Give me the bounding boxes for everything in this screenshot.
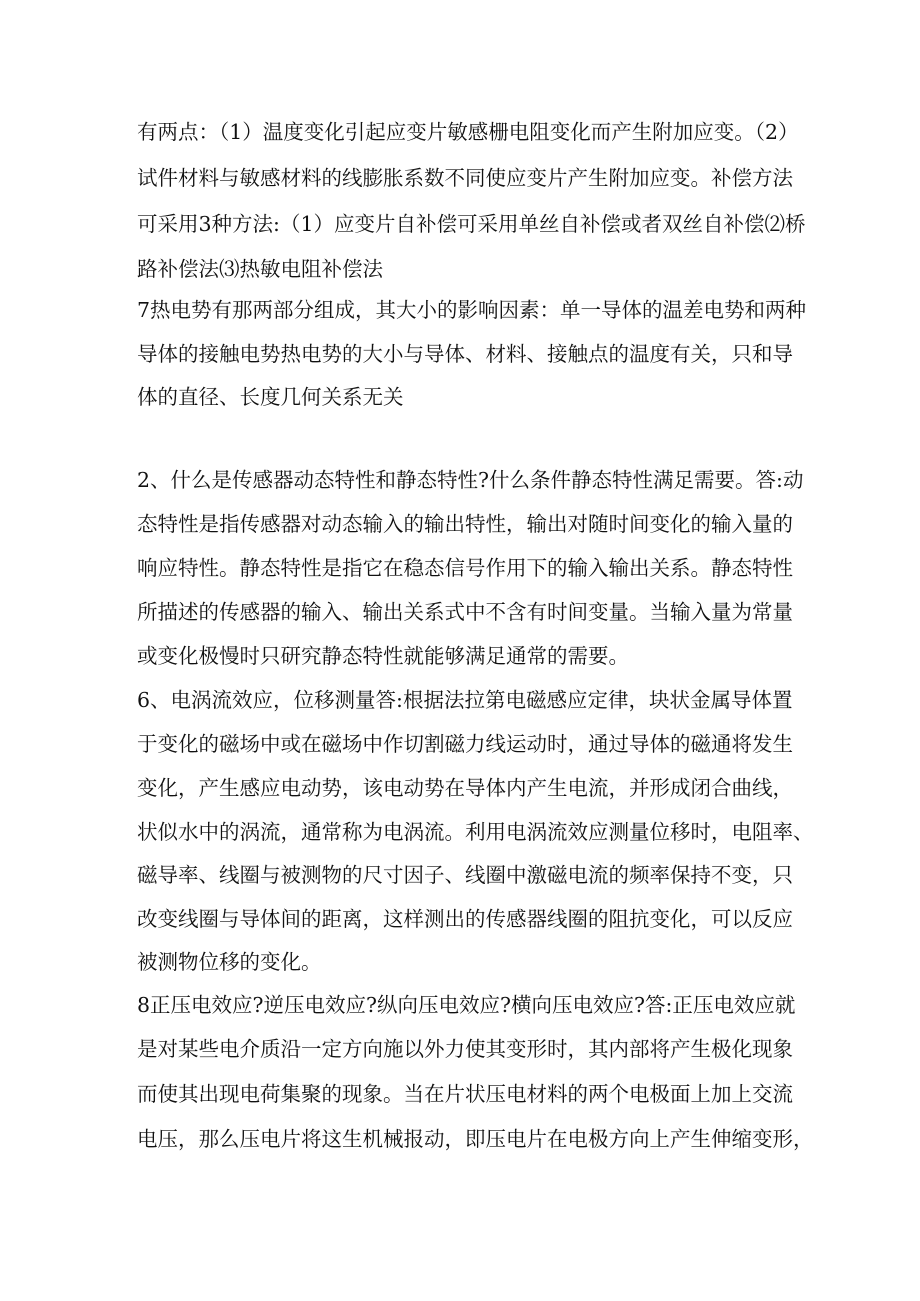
paragraph-3-line-2: 态特性是指传感器对动态输入的输出特性，输出对随时间变化的输入量的: [137, 512, 793, 536]
paragraph-1-line-3: 可采用3种方法:（1）应变片自补偿可采用单丝自补偿或者双丝自补偿⑵桥: [137, 212, 806, 236]
paragraph-3-line-5: 或变化极慢时只研究静态特性就能够满足通常的需要。: [137, 644, 629, 668]
paragraph-4-line-1: 6、电涡流效应，位移测量答:根据法拉第电磁感应定律，块状金属导体置: [137, 688, 793, 712]
paragraph-2-line-1: 7热电势有那两部分组成，其大小的影响因素：单一导体的温差电势和两种: [137, 298, 807, 322]
paragraph-2-line-3: 体的直径、长度几何关系无关: [137, 385, 404, 409]
paragraph-1-line-1: 有两点：（1）温度变化引起应变片敏感栅电阻变化而产生附加应变。（2）: [137, 120, 799, 144]
paragraph-3-line-3: 响应特性。静态特性是指它在稳态信号作用下的输入输出关系。静态特性: [137, 556, 793, 580]
paragraph-1-line-2: 试件材料与敏感材料的线膨胀系数不同使应变片产生附加应变。补偿方法: [137, 166, 793, 190]
paragraph-4-line-3: 变化，产生感应电动势，该电动势在导体内产生电流，并形成闭合曲线，: [137, 776, 793, 800]
paragraph-4-line-7: 被测物位移的变化。: [137, 950, 322, 974]
paragraph-3-line-4: 所描述的传感器的输入、输出关系式中不含有时间变量。当输入量为常量: [137, 600, 793, 624]
paragraph-4-line-4: 状似水中的涡流，通常称为电涡流。利用电涡流效应测量位移时，电阻率、: [137, 820, 814, 844]
paragraph-5-line-4: 电压，那么压电片将这生机械报动，即压电片在电极方向上产生伸缩变形，: [137, 1127, 814, 1151]
paragraph-4-line-2: 于变化的磁场中或在磁场中作切割磁力线运动时，通过导体的磁通将发生: [137, 732, 793, 756]
paragraph-4-line-6: 改变线圈与导体间的距离，这样测出的传感器线圈的阻抗变化，可以反应: [137, 907, 793, 931]
paragraph-4-line-5: 磁导率、线圈与被测物的尺寸因子、线圈中激磁电流的频率保持不变，只: [137, 863, 793, 887]
paragraph-1-line-4: 路补偿法⑶热敏电阻补偿法: [137, 257, 383, 281]
paragraph-5-line-3: 而使其出现电荷集聚的现象。当在片状压电材料的两个电极面上加上交流: [137, 1082, 793, 1106]
paragraph-5-line-2: 是对某些电介质沿一定方向施以外力使其变形时，其内部将产生极化现象: [137, 1037, 793, 1061]
paragraph-3-line-1: 2、什么是传感器动态特性和静态特性?什么条件静态特性满足需要。答:动: [137, 468, 804, 492]
paragraph-5-line-1: 8正压电效应?逆压电效应?纵向压电效应?横向压电效应?答:正压电效应就: [137, 993, 796, 1017]
paragraph-2-line-2: 导体的接触电势热电势的大小与导体、材料、接触点的温度有关，只和导: [137, 342, 793, 366]
